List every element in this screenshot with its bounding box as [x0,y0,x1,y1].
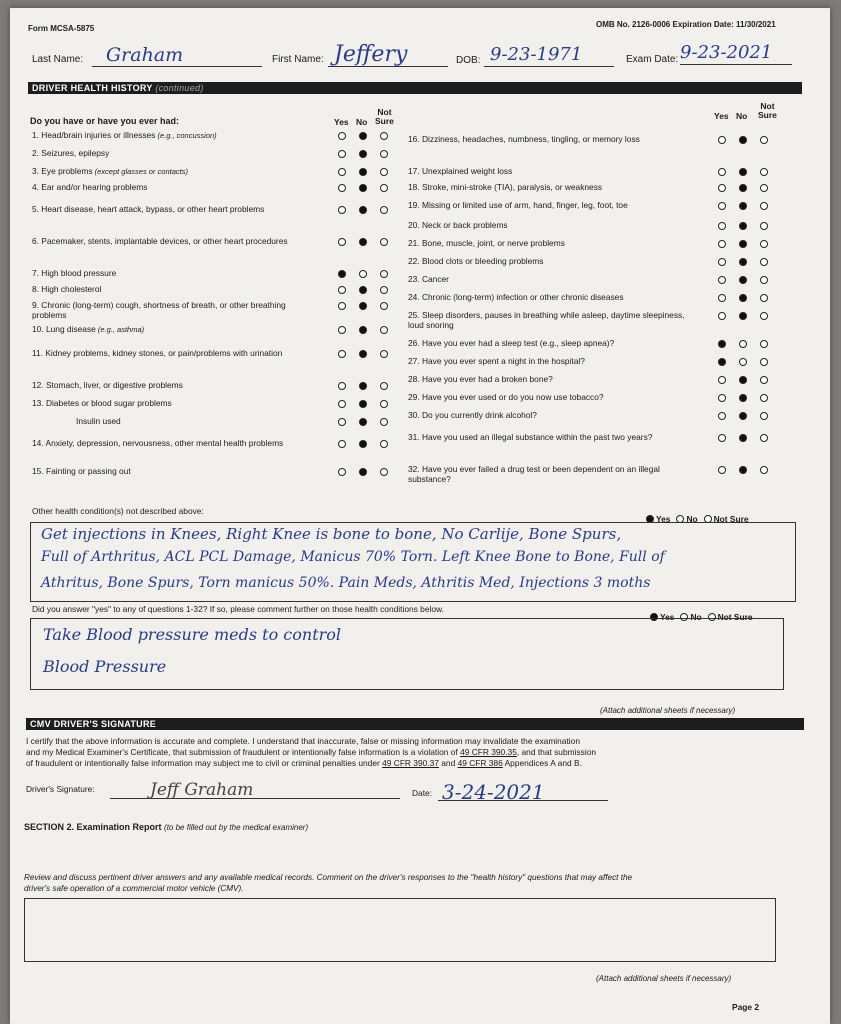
question-left-example: (e.g., concussion) [155,131,217,140]
answer-no-radio[interactable] [739,184,747,192]
answer-options-right-23 [718,276,781,284]
answer-yes-radio[interactable] [338,238,346,246]
answer-options-left-10 [338,326,401,334]
answer-options-right-16 [718,136,781,144]
question-right-27: 27. Have you ever spent a night in the hospital? [408,356,585,366]
question-right-22: 22. Blood clots or bleeding problems [408,256,544,266]
answer-no-radio[interactable] [359,350,367,358]
answer-no-radio[interactable] [359,440,367,448]
question-right-24: 24. Chronic (long-term) infection or other chronic diseases [408,292,624,302]
answer-yes-radio[interactable] [338,302,346,310]
last-name-value: Graham [106,44,184,66]
question-right-21: 21. Bone, muscle, joint, or nerve problems [408,238,565,248]
answer-options-left-1 [338,132,401,140]
answer-no-radio[interactable] [359,184,367,192]
form-id: Form MCSA-5875 [28,24,95,33]
question-right-26: 26. Have you ever had a sleep test (e.g., sleep apnea)? [408,338,615,348]
answer-not-sure-radio[interactable] [380,302,388,310]
question-left-16: 15. Fainting or passing out [32,466,131,476]
answer-not-sure-radio[interactable] [760,412,768,420]
exam-date-value: 9-23-2021 [680,42,773,63]
col-not-sure-right: Not Sure [758,101,777,120]
answer-yes-radio[interactable] [718,412,726,420]
question-right-29: 29. Have you ever used or do you now use tobacco? [408,392,604,402]
answer-yes-radio[interactable] [338,468,346,476]
section-history-title: DRIVER HEALTH HISTORY [32,83,153,93]
answer-yes-radio[interactable] [338,326,346,334]
cfr-39035-link[interactable]: 49 CFR 390.35 [460,747,517,757]
answer-no-radio[interactable] [739,276,747,284]
answer-yes-radio[interactable] [718,136,726,144]
answer-options-right-24 [718,294,781,302]
answer-no-radio[interactable] [359,382,367,390]
history-prompt: Do you have or have you ever had: [30,116,180,126]
answer-options-left-11 [338,350,401,358]
answer-not-sure-radio[interactable] [380,468,388,476]
answer-no-radio[interactable] [739,222,747,230]
answer-yes-radio[interactable] [338,184,346,192]
answer-yes-radio[interactable] [718,202,726,210]
question-right-18: 18. Stroke, mini-stroke (TIA), paralysis, or weakness [408,182,603,192]
answer-no-radio[interactable] [739,312,747,320]
answer-no-radio[interactable] [739,394,747,402]
review-line-2: driver's safe operation of a commercial motor vehicle (CMV). [24,884,244,893]
answer-no-radio[interactable] [359,270,367,278]
answer-no-radio[interactable] [739,358,747,366]
answer-no-radio[interactable] [739,340,747,348]
form-sheet [10,8,830,1024]
answer-no-radio[interactable] [359,468,367,476]
certify-line-3: of fraudulent or intentionally false information may subject me to civil or criminal penalties under 49 CFR 390.37 and 49 CFR 386 Appendices A and B. [26,758,582,768]
question-right-28: 28. Have you ever had a broken bone? [408,374,553,384]
answer-yes-radio[interactable] [718,312,726,320]
yes-comment-options: Yes No Not Sure [650,612,753,622]
answer-not-sure-radio[interactable] [760,466,768,474]
answer-yes-radio[interactable] [718,222,726,230]
question-left-12: 12. Stomach, liver, or digestive problems [32,380,183,390]
answer-options-left-4 [338,184,401,192]
answer-no-radio[interactable] [359,206,367,214]
answer-no-radio[interactable] [739,466,747,474]
certification-text [26,736,796,769]
answer-yes-radio[interactable] [338,150,346,158]
question-left-example: (except glasses or contacts) [92,167,188,176]
answer-options-right-25 [718,312,781,320]
signature-date-value: 3-24-2021 [442,780,545,804]
col-not-sure-left: Not Sure [375,107,394,126]
answer-not-sure-radio[interactable] [380,382,388,390]
question-right-25: 25. Sleep disorders, pauses in breathing while asleep, daytime sleepiness, loud snoring [408,310,685,330]
col-yes-left: Yes [334,117,349,127]
question-left-14: Insulin used [76,416,121,426]
question-right-20: 20. Neck or back problems [408,220,508,230]
answer-not-sure-radio[interactable] [380,350,388,358]
answer-not-sure-radio[interactable] [760,258,768,266]
other-conditions-label: Other health condition(s) not described above: [32,506,204,516]
answer-yes-radio[interactable] [338,206,346,214]
answer-no-radio[interactable] [359,326,367,334]
dob-field[interactable] [484,44,614,67]
answer-not-sure-radio[interactable] [380,150,388,158]
answer-not-sure-radio[interactable] [380,440,388,448]
answer-not-sure-radio[interactable] [380,400,388,408]
signature-field[interactable] [110,780,400,799]
col-no-right: No [736,111,748,121]
yes-comment-textarea[interactable] [30,618,784,690]
question-left-11: 11. Kidney problems, kidney stones, or pain/problems with urination [32,348,283,358]
answer-yes-radio[interactable] [718,376,726,384]
answer-not-sure-radio[interactable] [760,434,768,442]
answer-not-sure-radio[interactable] [760,376,768,384]
omb-number: OMB No. 2126-0006 Expiration Date: 11/30/2021 [596,20,776,29]
answer-options-left-9 [338,302,401,310]
answer-not-sure-radio[interactable] [760,394,768,402]
answer-not-sure-radio[interactable] [760,184,768,192]
section2-attach-note: (Attach additional sheets if necessary) [596,974,732,983]
question-right-16: 16. Dizziness, headaches, numbness, tingling, or memory loss [408,134,640,144]
date-label: Date: [412,788,433,798]
first-name-value: Jeffery [334,42,408,67]
certify-line-1: I certify that the above information is accurate and complete. I understand that inaccurate, false or missing information may invalidate the examination [26,736,580,746]
answer-yes-radio[interactable] [718,434,726,442]
answer-yes-radio[interactable] [338,440,346,448]
answer-yes-radio[interactable] [718,466,726,474]
answer-options-left-8 [338,286,401,294]
answer-yes-radio[interactable] [338,168,346,176]
answer-options-left-5 [338,206,401,214]
answer-yes-radio[interactable] [338,418,346,426]
dob-value: 9-23-1971 [490,44,583,65]
question-left-5: 5. Heart disease, heart attack, bypass, or other heart problems [32,204,265,214]
answer-no-radio[interactable] [359,302,367,310]
other-conditions-line-2: Full of Arthritus, ACL PCL Damage, Manicus 70% Torn. Left Knee Bone to Bone, Full of [41,549,665,565]
answer-options-right-28 [718,376,781,384]
answer-no-radio[interactable] [359,400,367,408]
answer-options-right-17 [718,168,781,176]
answer-no-radio[interactable] [739,168,747,176]
question-left-2: 2. Seizures, epilepsy [32,148,110,158]
question-right-17: 17. Unexplained weight loss [408,166,513,176]
dob-label: DOB: [456,55,481,66]
answer-options-right-26 [718,340,781,348]
answer-no-radio[interactable] [739,202,747,210]
answer-no-radio[interactable] [739,412,747,420]
signature-value: Jeff Graham [150,780,254,800]
answer-no-radio[interactable] [739,294,747,302]
answer-not-sure-radio[interactable] [760,202,768,210]
answer-yes-radio[interactable] [338,382,346,390]
answer-options-right-31 [718,434,781,442]
answer-options-left-6 [338,238,401,246]
answer-options-left-7 [338,270,401,278]
answer-not-sure-radio[interactable] [380,270,388,278]
cfr-386-link[interactable]: 49 CFR 386 [457,758,503,768]
question-right-32: 32. Have you ever failed a drug test or been dependent on an illegal substance? [408,464,660,484]
answer-options-right-22 [718,258,781,266]
section2-title: SECTION 2. Examination Report [24,822,162,832]
col-yes-right: Yes [714,111,729,121]
answer-options-left-3 [338,168,401,176]
answer-not-sure-radio[interactable] [760,222,768,230]
answer-not-sure-radio[interactable] [380,206,388,214]
question-left-3: 3. Eye problems (except glasses or contacts) [32,166,188,176]
answer-not-sure-radio[interactable] [760,312,768,320]
answer-yes-radio[interactable] [718,258,726,266]
answer-not-sure-radio[interactable] [760,358,768,366]
question-right-31: 31. Have you used an illegal substance within the past two years? [408,432,653,442]
question-left-7: 7. High blood pressure [32,268,117,278]
answer-not-sure-radio[interactable] [760,340,768,348]
certify-line-2: and my Medical Examiner's Certificate, that submission of fraudulent or intentionally false information is a violation of 49 CFR 390.35, and that submission [26,747,597,757]
answer-not-sure-radio[interactable] [760,240,768,248]
answer-no-radio[interactable] [359,286,367,294]
answer-yes-radio[interactable] [718,240,726,248]
answer-not-sure-radio[interactable] [760,294,768,302]
question-left-15: 14. Anxiety, depression, nervousness, other mental health problems [32,438,284,448]
answer-no-radio[interactable] [359,150,367,158]
answer-yes-radio[interactable] [338,270,346,278]
answer-options-right-30 [718,412,781,420]
question-left-example: (e.g., asthma) [95,325,145,334]
answer-yes-radio[interactable] [338,400,346,408]
answer-options-right-21 [718,240,781,248]
answer-yes-radio[interactable] [338,132,346,140]
page-number: Page 2 [732,1002,760,1012]
section2-note: (to be filled out by the medical examiner) [164,823,309,832]
signature-date-field[interactable] [438,780,608,804]
answer-no-radio[interactable] [739,376,747,384]
examiner-comment-box[interactable] [24,898,776,962]
first-name-field[interactable] [328,42,448,67]
answer-not-sure-radio[interactable] [760,136,768,144]
answer-yes-radio[interactable] [718,294,726,302]
section-history-suffix: (continued) [155,83,204,93]
last-name-label: Last Name: [32,54,84,65]
answer-options-left-12 [338,382,401,390]
answer-options-right-20 [718,222,781,230]
answer-not-sure-radio[interactable] [380,184,388,192]
question-left-9: 9. Chronic (long-term) cough, shortness of breath, or other breathing problems [32,300,286,320]
answer-options-right-29 [718,394,781,402]
answer-yes-radio[interactable] [718,358,726,366]
signature-bar: CMV DRIVER'S SIGNATURE [26,718,804,730]
question-right-30: 30. Do you currently drink alcohol? [408,410,537,420]
answer-no-radio[interactable] [359,238,367,246]
answer-not-sure-radio[interactable] [760,276,768,284]
answer-options-right-27 [718,358,781,366]
answer-yes-radio[interactable] [718,168,726,176]
col-no-left: No [356,117,368,127]
other-conditions-options: Yes No Not Sure [646,514,749,524]
question-left-6: 6. Pacemaker, stents, implantable devices, or other heart procedures [32,236,288,246]
answer-options-right-32 [718,466,781,474]
answer-not-sure-radio[interactable] [760,168,768,176]
answer-options-left-2 [338,150,401,158]
other-conditions-line-1: Get injections in Knees, Right Knee is bone to bone, No Carlije, Bone Spurs, [41,525,622,543]
answer-no-radio[interactable] [739,240,747,248]
answer-no-radio[interactable] [359,418,367,426]
answer-options-left-16 [338,468,401,476]
question-right-19: 19. Missing or limited use of arm, hand, finger, leg, foot, toe [408,200,628,210]
section-history-bar [28,82,802,94]
answer-options-left-14 [338,418,401,426]
answer-options-right-18 [718,184,781,192]
answer-yes-radio[interactable] [338,350,346,358]
answer-not-sure-radio[interactable] [380,168,388,176]
review-line-1: Review and discuss pertinent driver answers and any available medical records. Comment on the driver's responses to the "health history" questions that may affect the [24,873,633,882]
answer-yes-radio[interactable] [718,340,726,348]
answer-not-sure-radio[interactable] [380,418,388,426]
yes-comment-label: Did you answer "yes" to any of questions 1-32? If so, please comment further on those health conditions below. [32,604,444,614]
other-conditions-line-3: Athritus, Bone Spurs, Torn manicus 50%. Pain Meds, Athritis Med, Injections 3 moths [41,575,651,591]
section2-review-text [24,872,794,894]
answer-yes-radio[interactable] [718,394,726,402]
last-name-field[interactable] [92,44,262,67]
answer-no-radio[interactable] [739,136,747,144]
answer-no-radio[interactable] [359,168,367,176]
answer-no-radio[interactable] [739,258,747,266]
answer-yes-radio[interactable] [338,286,346,294]
section2-heading [24,822,308,832]
answer-options-right-19 [718,202,781,210]
signature-label: Driver's Signature: [26,784,95,794]
question-left-13: 13. Diabetes or blood sugar problems [32,398,172,408]
yes-comment-attach-note: (Attach additional sheets if necessary) [600,706,736,715]
exam-date-label: Exam Date: [626,54,679,65]
yes-comment-line-1: Take Blood pressure meds to control [43,625,342,644]
answer-options-left-13 [338,400,401,408]
other-conditions-textarea[interactable] [30,522,796,602]
cfr-39037-link[interactable]: 49 CFR 390.37 [382,758,439,768]
answer-not-sure-radio[interactable] [380,286,388,294]
answer-no-radio[interactable] [359,132,367,140]
yes-comment-line-2: Blood Pressure [43,657,167,676]
question-left-1: 1. Head/brain injuries or illnesses (e.g., concussion) [32,130,217,140]
first-name-label: First Name: [272,54,324,65]
question-right-23: 23. Cancer [408,274,449,284]
answer-not-sure-radio[interactable] [380,326,388,334]
answer-options-left-15 [338,440,401,448]
answer-no-radio[interactable] [739,434,747,442]
answer-not-sure-radio[interactable] [380,238,388,246]
question-left-8: 8. High cholesterol [32,284,102,294]
answer-yes-radio[interactable] [718,276,726,284]
answer-yes-radio[interactable] [718,184,726,192]
question-left-4: 4. Ear and/or hearing problems [32,182,148,192]
exam-date-field[interactable] [680,42,792,65]
answer-not-sure-radio[interactable] [380,132,388,140]
question-left-10: 10. Lung disease (e.g., asthma) [32,324,145,334]
